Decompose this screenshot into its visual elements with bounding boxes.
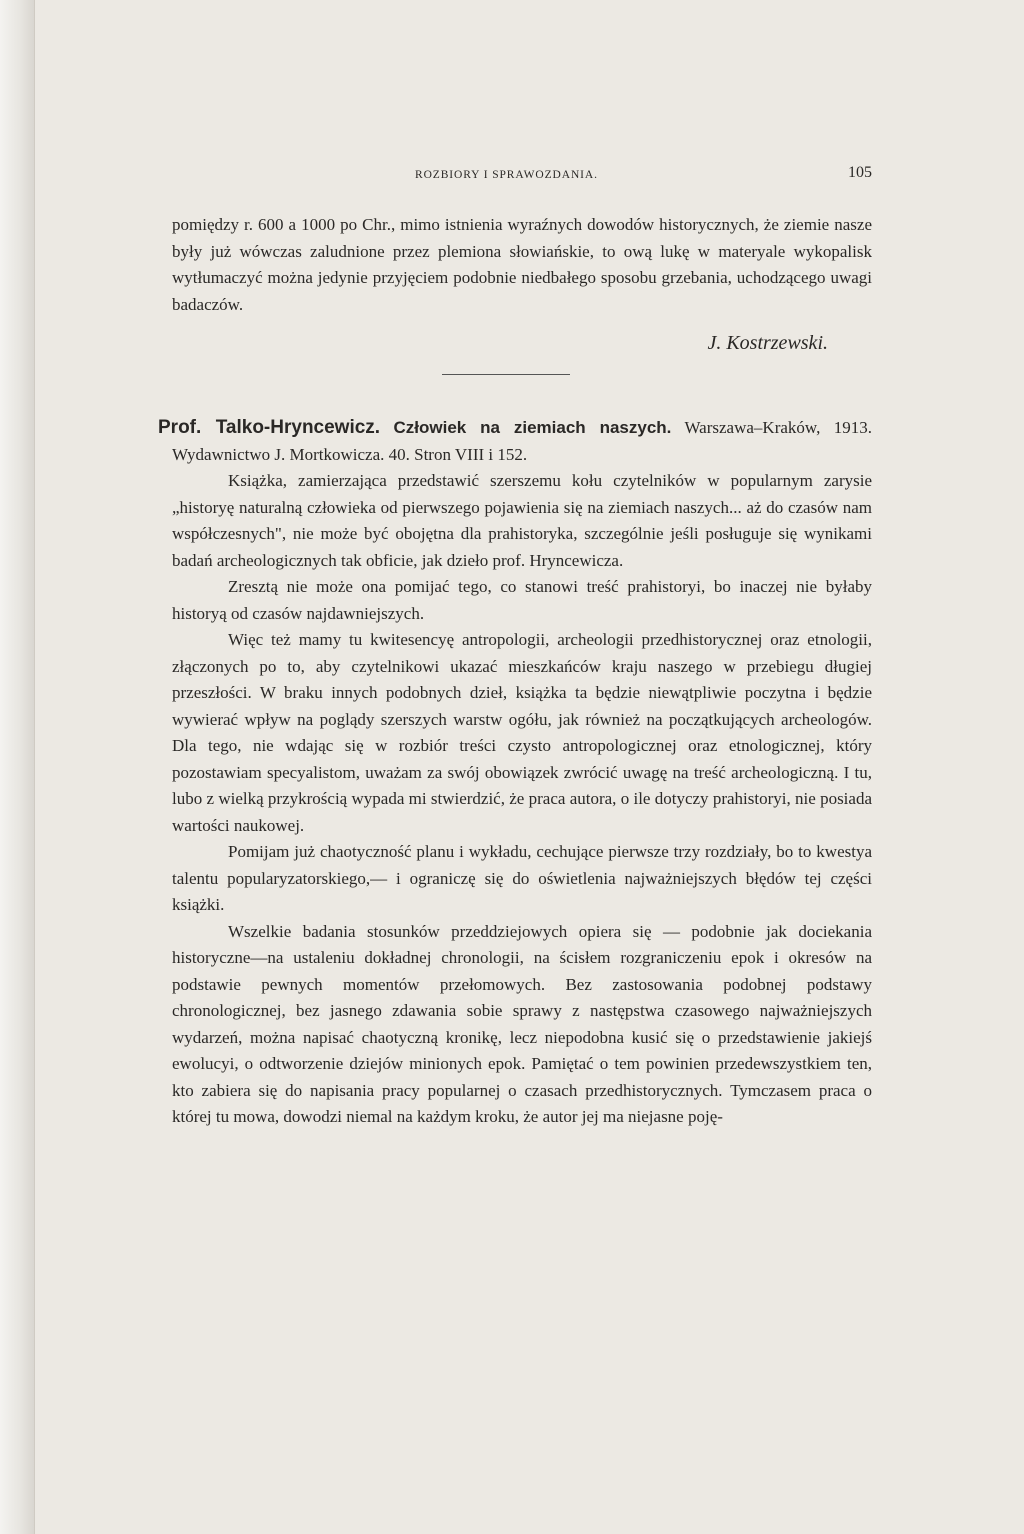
page-number: 105 (848, 164, 872, 181)
review-paragraph: Zresztą nie może ona pomijać tego, co stanowi treść prahistoryi, bo inaczej nie byłaby historyą od czasów najdawniejszych. (172, 577, 872, 623)
review-paragraph: Więc też mamy tu kwitesencyę antropologii, archeologii przedhistorycznej oraz etnologii, złączonych po to, aby czytelnikowi ukazać mieszkańców kraju naszego w przebiegu długiej przeszłości. W braku innych podobnych dzieł, książka ta będzie niewątpliwie poczytna i będzie wywierać wpływ na poglądy szerszych warstw ogółu, jak również na początkujących archeologów. Dla tego, nie wdając się w rozbiór treści czysto antropologicznej oraz etnologicznej, który pozostawiam specyalistom, uważam za swój obowiązek zwrócić uwagę na treść archeologiczną. I tu, lubo z wielką przykrością wypada mi stwierdzić, że praca autora, o ile dotyczy prahistoryi, nie posiada wartości naukowej. (172, 630, 872, 835)
signature: J. Kostrzewski. (707, 332, 828, 354)
review-paragraph: Pomijam już chaotyczność planu i wykładu, cechujące pierwsze trzy rozdziały, bo to kwestya talentu popularyzatorskiego,— i ograniczę się do oświetlenia najważniejszych błędów tej części książki. (172, 842, 872, 914)
review-heading (88, 415, 872, 468)
review-paragraph: Wszelkie badania stosunków przeddziejowych opiera się — podobnie jak dociekania historyczne—na ustaleniu dokładnej chronologii, na ścisłem rozgraniczeniu epok i okresów na podstawie pewnych momentów przełomowych. Bez zastosowania podobnej podstawy chronologicznej, bez jasnego zdawania sobie sprawy z następstwa czasowego najważniejszych wydarzeń, można napisać chaotyczną kronikę, lecz niepodobna kusić się o przedstawienie jakiejś ewolucyi, o odtworzenie dziejów minionych epok. Pamiętać o tem powinien przedewszystkiem ten, kto zabiera się do napisania pracy popularnej o czasach przedhistorycznych. Tymczasem praca o której tu mowa, dowodzi niemal na każdym kroku, że autor jej ma niejasne poję- (172, 921, 872, 1126)
review-book-title: Człowiek na ziemiach naszych. (393, 418, 672, 437)
review-paragraph: Książka, zamierzająca przedstawić szerszemu kołu czytelników w popularnym zarysie „historyę naturalną człowieka od pierwszego pojawienia się na ziemiach naszych... aż do czasów nam współczesnych", nie może być obojętna dla prahistoryka, szczególnie jeśli posługuje się wynikami badań archeologicznych tak obficie, jak dzieło prof. Hryncewicza. (172, 471, 872, 570)
running-title: ROZBIORY I SPRAWOZDANIA. (415, 169, 598, 181)
review-bibliography: Warszawa–Kraków, 1913. Wydawnictwo J. Mortkowicza. 40. Stron VIII i 152. (172, 418, 872, 464)
section-divider (442, 374, 570, 375)
running-header (172, 160, 872, 184)
previous-review-paragraph: pomiędzy r. 600 a 1000 po Chr., mimo istnienia wyraźnych dowodów historycznych, że ziemie nasze były już wówczas zaludnione przez plemiona słowiańskie, to ową lukę w materyale wykopalisk wytłumaczyć można jedynie przyjęciem podobnie niedbałego sposobu grzebania, uchodzącego uwagi badaczów. (172, 215, 872, 314)
text-block (158, 160, 872, 1131)
review-author: Prof. Talko-Hryncewicz. (158, 417, 381, 438)
page-binding-edge (0, 0, 35, 1534)
